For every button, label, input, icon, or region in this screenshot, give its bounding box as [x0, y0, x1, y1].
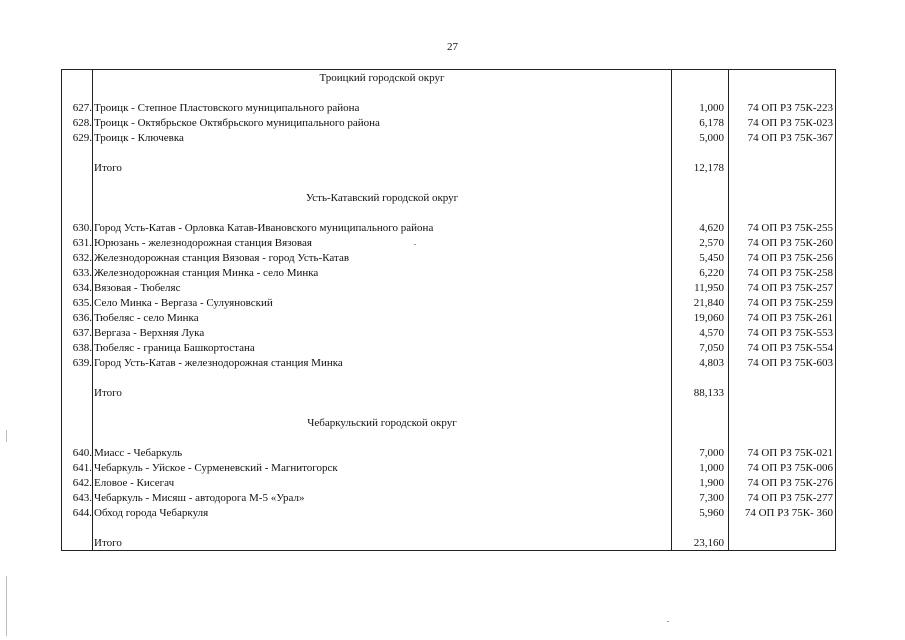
- table-row: [62, 295, 836, 310]
- section-title: Троицкий городской округ: [93, 70, 672, 86]
- code-cell: [729, 70, 836, 86]
- table-row: [62, 220, 836, 235]
- table-row: [62, 310, 836, 325]
- road-name: Вязовая - Тюбеляс: [93, 280, 672, 295]
- row-number: 640.: [62, 445, 93, 460]
- road-length: 6,178: [672, 115, 729, 130]
- spacer-row: [62, 520, 836, 535]
- road-length: 21,840: [672, 295, 729, 310]
- total-row: [62, 535, 836, 551]
- row-number: 638.: [62, 340, 93, 355]
- road-name: Город Усть-Катав - Орловка Катав-Ивановского муниципального района: [93, 220, 672, 235]
- road-name: Обход города Чебаркуля: [93, 505, 672, 520]
- scan-speck: [414, 244, 416, 245]
- road-length: 7,000: [672, 445, 729, 460]
- road-code: 74 ОП РЗ 75К-261: [729, 310, 836, 325]
- row-number: 637.: [62, 325, 93, 340]
- row-number: 643.: [62, 490, 93, 505]
- road-code: 74 ОП РЗ 75К-256: [729, 250, 836, 265]
- page-number: 27: [447, 41, 458, 53]
- row-number: 631.: [62, 235, 93, 250]
- section-title: Чебаркульский городской округ: [93, 415, 672, 430]
- road-code: 74 ОП РЗ 75К-006: [729, 460, 836, 475]
- table-row: [62, 505, 836, 520]
- total-value: 12,178: [672, 160, 729, 175]
- road-name: Город Усть-Катав - железнодорожная станция Минка: [93, 355, 672, 370]
- road-name: Миасс - Чебаркуль: [93, 445, 672, 460]
- road-length: 5,960: [672, 505, 729, 520]
- length-cell: [672, 70, 729, 86]
- road-name: Железнодорожная станция Минка - село Минка: [93, 265, 672, 280]
- scan-speck: [667, 621, 669, 622]
- row-number: 639.: [62, 355, 93, 370]
- table-row: [62, 475, 836, 490]
- road-name: Чебаркуль - Уйское - Сурменевский - Магнитогорск: [93, 460, 672, 475]
- roads-table: [61, 69, 836, 551]
- section-header-row: [62, 70, 836, 86]
- section-header-row: [62, 415, 836, 430]
- road-code: 74 ОП РЗ 75К-260: [729, 235, 836, 250]
- row-number: 642.: [62, 475, 93, 490]
- road-name: Юрюзань - железнодорожная станция Вязовая: [93, 235, 672, 250]
- total-row: [62, 160, 836, 175]
- table-row: [62, 445, 836, 460]
- row-number: 644.: [62, 505, 93, 520]
- road-name: Еловое - Кисегач: [93, 475, 672, 490]
- row-number: 633.: [62, 265, 93, 280]
- table-row: [62, 280, 836, 295]
- road-code: 74 ОП РЗ 75К-277: [729, 490, 836, 505]
- road-code: 74 ОП РЗ 75К-553: [729, 325, 836, 340]
- road-name: Троицк - Ключевка: [93, 130, 672, 145]
- spacer-row: [62, 85, 836, 100]
- row-number: 628.: [62, 115, 93, 130]
- road-name: Село Минка - Вергаза - Сулуяновский: [93, 295, 672, 310]
- road-length: 4,620: [672, 220, 729, 235]
- road-length: 5,450: [672, 250, 729, 265]
- road-name: Чебаркуль - Мисяш - автодорога М-5 «Урал»: [93, 490, 672, 505]
- total-value: 88,133: [672, 385, 729, 400]
- total-label: Итого: [93, 160, 672, 175]
- table-row: [62, 340, 836, 355]
- road-name: Тюбеляс - село Минка: [93, 310, 672, 325]
- road-length: 6,220: [672, 265, 729, 280]
- road-code: 74 ОП РЗ 75К- 360: [729, 505, 836, 520]
- road-length: 1,000: [672, 460, 729, 475]
- road-name: Троицк - Степное Пластовского муниципального района: [93, 100, 672, 115]
- road-length: 7,300: [672, 490, 729, 505]
- road-length: 2,570: [672, 235, 729, 250]
- table-row: [62, 265, 836, 280]
- total-row: [62, 385, 836, 400]
- spacer-row: [62, 370, 836, 385]
- table-row: [62, 460, 836, 475]
- row-number: 629.: [62, 130, 93, 145]
- road-length: 5,000: [672, 130, 729, 145]
- road-length: 1,900: [672, 475, 729, 490]
- total-label: Итого: [93, 385, 672, 400]
- spacer-row: [62, 145, 836, 160]
- road-code: 74 ОП РЗ 75К-223: [729, 100, 836, 115]
- road-code: 74 ОП РЗ 75К-255: [729, 220, 836, 235]
- road-code: 74 ОП РЗ 75К-257: [729, 280, 836, 295]
- scan-edge-mark: [6, 430, 7, 442]
- road-name: Троицк - Октябрьское Октябрьского муниципального района: [93, 115, 672, 130]
- spacer-row: [62, 400, 836, 415]
- road-code: 74 ОП РЗ 75К-021: [729, 445, 836, 460]
- row-number: 627.: [62, 100, 93, 115]
- road-code: 74 ОП РЗ 75К-554: [729, 340, 836, 355]
- scan-edge-mark: [6, 576, 7, 636]
- row-number: 635.: [62, 295, 93, 310]
- table-row: [62, 235, 836, 250]
- road-length: 4,803: [672, 355, 729, 370]
- table-row: [62, 130, 836, 145]
- road-length: 1,000: [672, 100, 729, 115]
- row-number: 634.: [62, 280, 93, 295]
- table-row: [62, 490, 836, 505]
- section-header-row: [62, 190, 836, 205]
- section-title: Усть-Катавский городской округ: [93, 190, 672, 205]
- road-code: 74 ОП РЗ 75К-023: [729, 115, 836, 130]
- row-number: 632.: [62, 250, 93, 265]
- table-row: [62, 100, 836, 115]
- road-code: 74 ОП РЗ 75К-258: [729, 265, 836, 280]
- total-value: 23,160: [672, 535, 729, 551]
- road-length: 11,950: [672, 280, 729, 295]
- road-code: 74 ОП РЗ 75К-367: [729, 130, 836, 145]
- road-code: 74 ОП РЗ 75К-276: [729, 475, 836, 490]
- road-name: Тюбеляс - граница Башкортостана: [93, 340, 672, 355]
- total-label: Итого: [93, 535, 672, 551]
- table-row: [62, 115, 836, 130]
- table-row: [62, 355, 836, 370]
- row-number: 630.: [62, 220, 93, 235]
- spacer-row: [62, 205, 836, 220]
- spacer-row: [62, 175, 836, 190]
- table-row: [62, 250, 836, 265]
- row-number: 641.: [62, 460, 93, 475]
- road-code: 74 ОП РЗ 75К-259: [729, 295, 836, 310]
- num-cell: [62, 70, 93, 86]
- road-length: 7,050: [672, 340, 729, 355]
- road-name: Железнодорожная станция Вязовая - город Усть-Катав: [93, 250, 672, 265]
- road-length: 19,060: [672, 310, 729, 325]
- spacer-row: [62, 430, 836, 445]
- road-length: 4,570: [672, 325, 729, 340]
- row-number: 636.: [62, 310, 93, 325]
- table-row: [62, 325, 836, 340]
- road-name: Вергаза - Верхняя Лука: [93, 325, 672, 340]
- road-code: 74 ОП РЗ 75К-603: [729, 355, 836, 370]
